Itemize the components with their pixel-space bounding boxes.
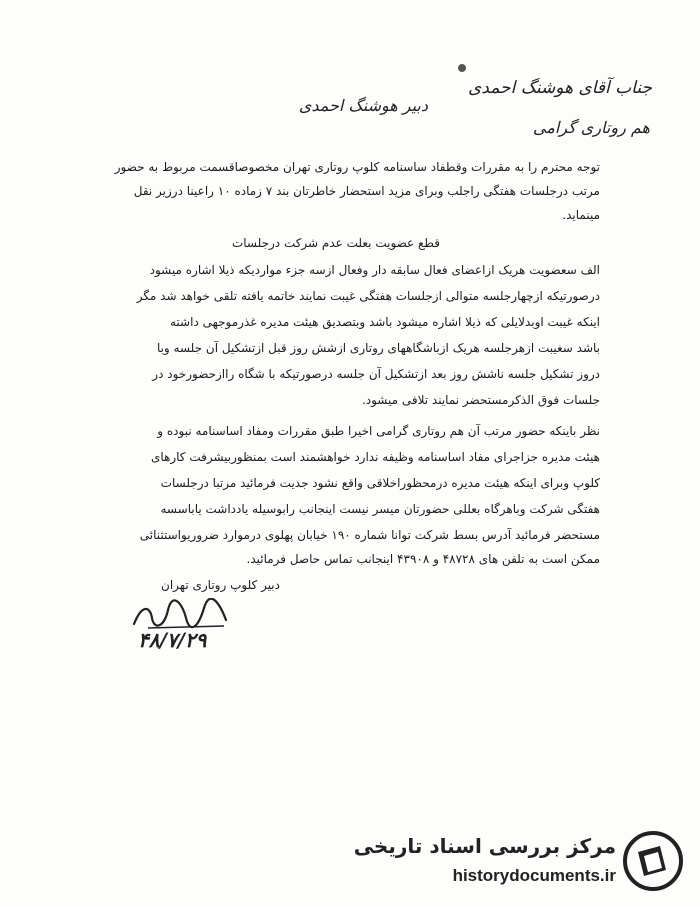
- paragraph-line-2: مرتب درجلسات هفتگی راجلب وبرای مزید استحضار خاطرتان بند ۷ زماده ۱۰ راعینا درزیر نقل: [133, 184, 600, 198]
- quote-line: باشد سغیبت ازهرجلسه هریک ازباشگاههای روتاری ازشش روز قبل ازتشکیل آن جلسه وبا: [156, 341, 600, 355]
- closing-line: هیئت مدیره جزاجرای مفاد اساسنامه وظیفه ندارد خواهشمند است بمنظوربیشرفت کارهای: [150, 450, 600, 464]
- quote-heading: قطع عضویت بعلت عدم شرکت درجلسات: [231, 236, 440, 250]
- closing-line: کلوپ وبرای اینکه هیئت مدیره درمحظوراخلاقی واقع نشود جدیت فرمائید مرتبا درجلسات: [160, 476, 600, 490]
- quote-line: اینکه غیبت اوبدلایلی که ذیلا اشاره میشود باشد وبتصدیق هیئت مدیره غذرموجهی داشته: [170, 315, 600, 329]
- quote-line: دروز تشکیل جلسه ناشش روز بعد ازتشکیل آن جلسه درصورتیکه با شگاه راازحضورخود در: [152, 367, 600, 381]
- signature-date: ۴۸/۷/۲۹: [138, 628, 207, 652]
- quote-line: الف سعضویت هریک ازاعضای فعال سابقه دار وفعال ازسه جزء مواردیکه ذیلا اشاره میشود: [149, 263, 600, 277]
- paragraph-line-1: توجه محترم را به مقررات وقطفاد ساسنامه کلوپ روتاری تهران مخصوصاقسمت مربوط به حضور: [114, 160, 600, 174]
- archive-logo-icon: [622, 830, 684, 892]
- handwritten-note: دبیر هوشنگ احمدی: [298, 96, 428, 115]
- addressee-line-2: هم روتاری گرامی: [532, 118, 650, 137]
- closing-line: نظر باینکه حضور مرتب آن هم روتاری گرامی اخیرا طبق مقررات ومفاد اساسنامه نبوده و: [157, 424, 600, 438]
- watermark: [353, 826, 684, 896]
- closing-line: مستحضر فرمائید آدرس بسط شرکت توانا شماره ۱۹۰ خیابان پهلوی درموارد ضروریواستثنائی: [139, 528, 600, 542]
- quote-line: جلسات فوق الذکرمستحضر نمایند تلافی میشود.: [361, 393, 600, 407]
- sender-title: دبیر کلوپ روتاری تهران: [161, 578, 280, 592]
- closing-line: ممکن است به تلفن های ۴۸۷۲۸ و ۴۳۹۰۸ اینجانب تماس حاصل فرمائید.: [246, 552, 600, 566]
- quote-line: درصورتیکه ازچهارجلسه متوالی ازجلسات هفتگی غیبت نمایند خاتمه یافته تلقی خواهد شد مگر: [136, 289, 600, 303]
- closing-line: هفتگی شرکت وباهرگاه بعللی حضورتان میسر نیست اینجانب رابوسیله یادداشت یاباسسه: [160, 502, 600, 516]
- addressee-line-1: جناب آقای هوشنگ احمدی: [468, 78, 652, 98]
- watermark-url[interactable]: historydocuments.ir: [452, 866, 616, 885]
- signature: [128, 598, 238, 632]
- paragraph-line-3: مینماید.: [562, 208, 600, 222]
- ink-dot: [458, 64, 466, 72]
- watermark-title: مرکز بررسی اسناد تاریخی: [353, 834, 616, 858]
